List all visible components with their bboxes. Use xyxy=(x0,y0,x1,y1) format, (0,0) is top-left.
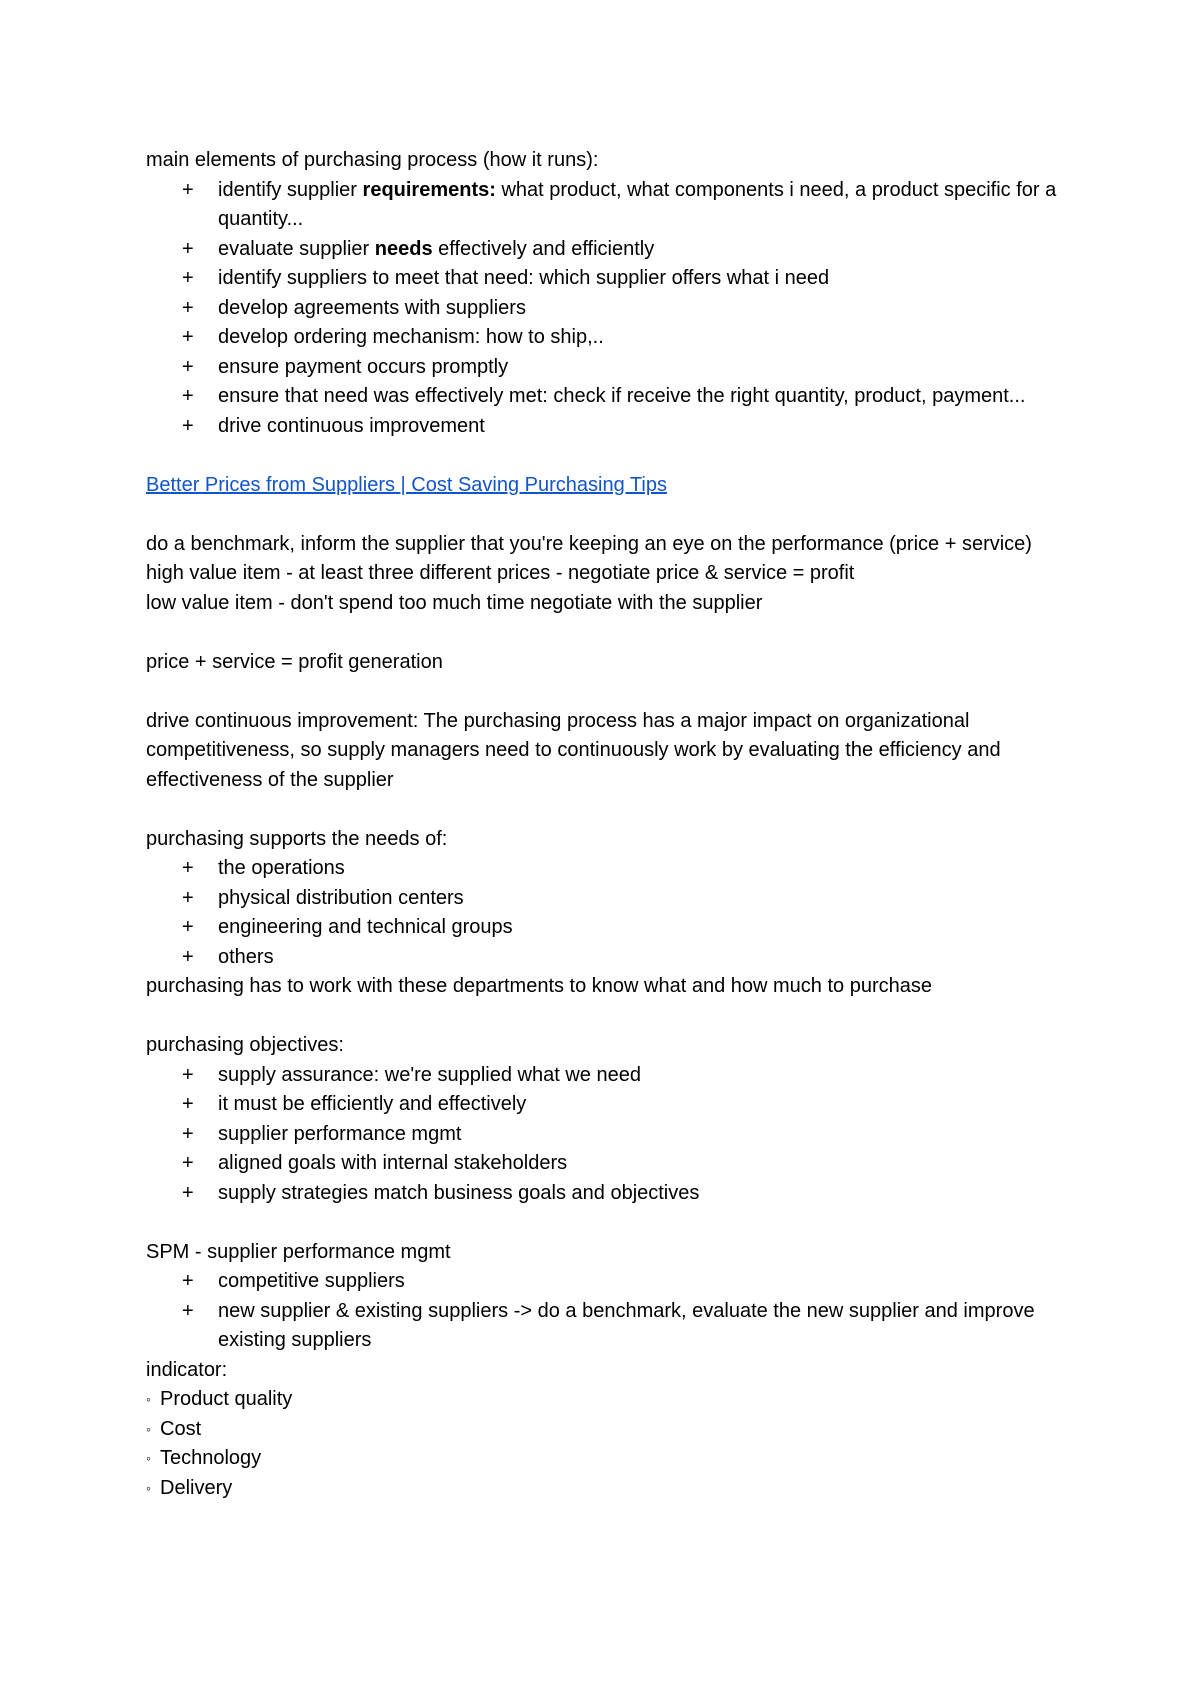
objectives-list xyxy=(146,1061,1066,1209)
list-item: + the operations xyxy=(146,854,1066,884)
purchasing-process-list xyxy=(146,176,1066,442)
plus-bullet-icon: + xyxy=(182,267,194,289)
profit-formula: price + service = profit generation xyxy=(146,650,443,673)
indicator-label: indicator: xyxy=(146,1358,228,1381)
document-page xyxy=(146,146,1066,1503)
plus-bullet-icon: + xyxy=(182,1122,194,1145)
plus-bullet-icon: + xyxy=(182,886,194,909)
list-item: + it must be efficiently and effectively xyxy=(146,1090,1066,1120)
section-heading-purchasing-process: main elements of purchasing process (how it runs): xyxy=(146,149,599,171)
list-item: + develop ordering mechanism: how to ship,.. xyxy=(146,323,1066,353)
list-item: + supply assurance: we're supplied what we need xyxy=(146,1061,1066,1091)
list-item: + supplier performance mgmt xyxy=(146,1120,1066,1150)
list-item: + ensure that need was effectively met: check if receive the right quantity, product, payment... xyxy=(146,382,1066,412)
plus-bullet-icon: + xyxy=(182,414,194,437)
indicator-item: ◦ Technology xyxy=(146,1444,1066,1474)
plus-bullet-icon: + xyxy=(182,1299,194,1322)
section-heading-objectives: purchasing objectives: xyxy=(146,1034,344,1056)
circle-bullet-icon: ◦ xyxy=(146,1420,151,1437)
list-item: + identify supplier requirements: what product, what components i need, a product specific for a quantity... xyxy=(146,176,1066,235)
circle-bullet-icon: ◦ xyxy=(146,1479,151,1496)
list-item: + develop agreements with suppliers xyxy=(146,294,1066,324)
list-item: + new supplier & existing suppliers -> do a benchmark, evaluate the new supplier and improve existing suppliers xyxy=(146,1297,1066,1356)
list-item: + engineering and technical groups xyxy=(146,913,1066,943)
section-heading-spm: SPM - supplier performance mgmt xyxy=(146,1240,451,1263)
plus-bullet-icon: + xyxy=(182,1270,194,1292)
section-heading-supports: purchasing supports the needs of: xyxy=(146,827,448,850)
indicator-item: ◦ Delivery xyxy=(146,1474,1066,1504)
plus-bullet-icon: + xyxy=(182,1093,194,1115)
plus-bullet-icon: + xyxy=(182,945,194,968)
benchmark-line-1: do a benchmark, inform the supplier that you're keeping an eye on the performance (price + service) xyxy=(146,532,1032,555)
list-item: + aligned goals with internal stakeholders xyxy=(146,1149,1066,1179)
plus-bullet-icon: + xyxy=(182,237,194,260)
plus-bullet-icon: + xyxy=(182,1181,194,1204)
indicator-list xyxy=(146,1385,1066,1503)
benchmark-line-3: low value item - don't spend too much time negotiate with the supplier xyxy=(146,591,763,614)
list-item: + competitive suppliers xyxy=(146,1267,1066,1297)
list-item: + drive continuous improvement xyxy=(146,412,1066,442)
improvement-paragraph: drive continuous improvement: The purchasing process has a major impact on organizational competitiveness, so supply managers need to continuously work by evaluating the efficiency and effectiveness of the supplier xyxy=(146,709,1001,791)
plus-bullet-icon: + xyxy=(182,1152,194,1174)
indicator-item: ◦ Product quality xyxy=(146,1385,1066,1415)
supports-list xyxy=(146,854,1066,972)
list-item: + ensure payment occurs promptly xyxy=(146,353,1066,383)
link-paragraph xyxy=(146,471,1066,501)
plus-bullet-icon: + xyxy=(182,326,194,348)
list-item: + physical distribution centers xyxy=(146,884,1066,914)
plus-bullet-icon: + xyxy=(182,857,194,879)
plus-bullet-icon: + xyxy=(182,916,194,938)
indicator-item: ◦ Cost xyxy=(146,1415,1066,1445)
plus-bullet-icon: + xyxy=(182,1063,194,1086)
better-prices-link[interactable]: Better Prices from Suppliers | Cost Saving Purchasing Tips xyxy=(146,473,667,496)
plus-bullet-icon: + xyxy=(182,178,194,201)
spm-list xyxy=(146,1267,1066,1356)
list-item: + evaluate supplier needs effectively and efficiently xyxy=(146,235,1066,265)
circle-bullet-icon: ◦ xyxy=(146,1450,151,1466)
benchmark-line-2: high value item - at least three different prices - negotiate price & service = profit xyxy=(146,562,855,584)
list-item: + others xyxy=(146,943,1066,973)
circle-bullet-icon: ◦ xyxy=(146,1391,151,1407)
list-item: + supply strategies match business goals and objectives xyxy=(146,1179,1066,1209)
plus-bullet-icon: + xyxy=(182,355,194,378)
supports-footer: purchasing has to work with these departments to know what and how much to purchase xyxy=(146,975,932,997)
plus-bullet-icon: + xyxy=(182,296,194,319)
list-item: + identify suppliers to meet that need: which supplier offers what i need xyxy=(146,264,1066,294)
plus-bullet-icon: + xyxy=(182,385,194,407)
